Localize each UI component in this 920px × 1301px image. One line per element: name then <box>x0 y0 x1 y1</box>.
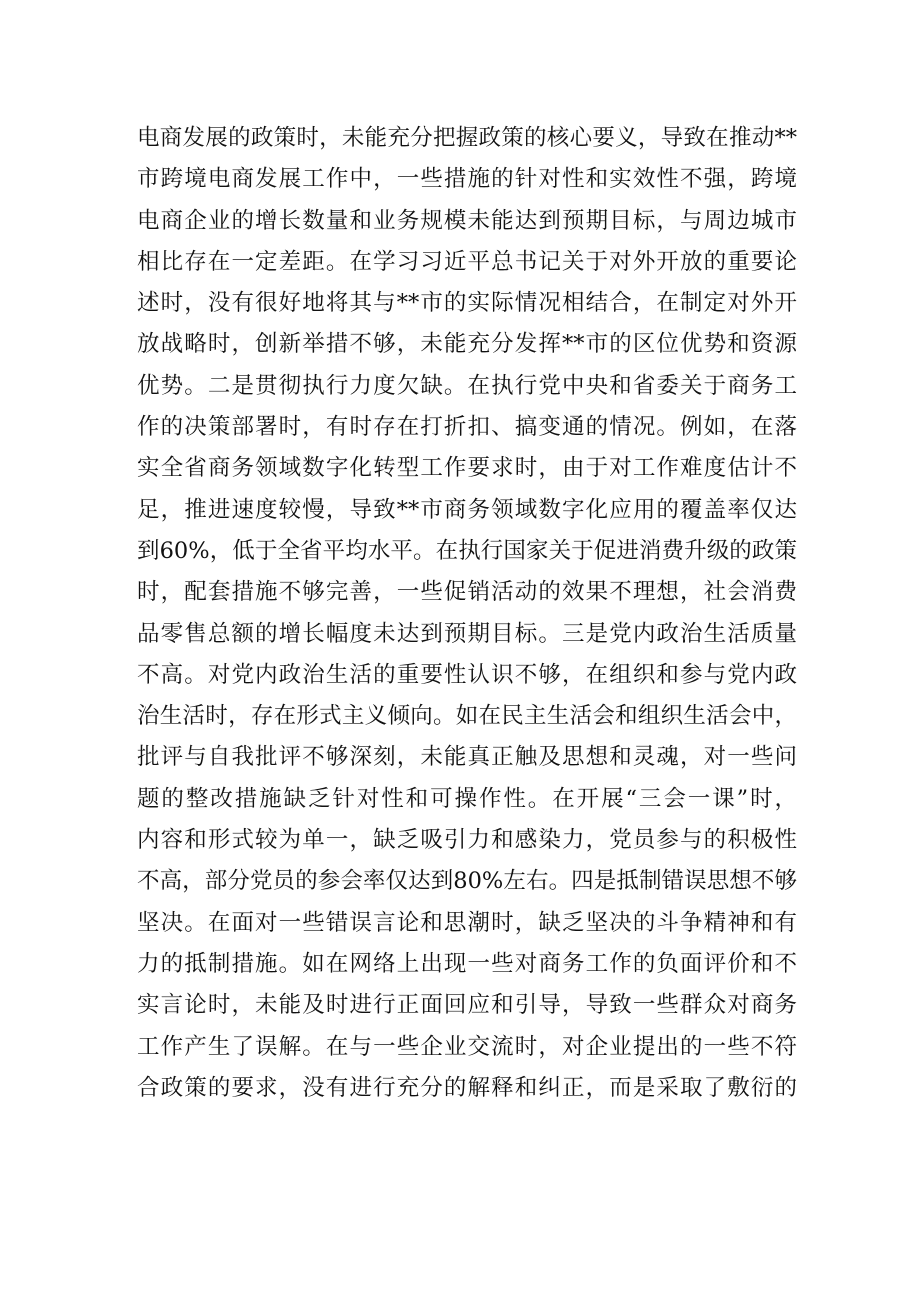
text-line: 不高。对党内政治生活的重要性认识不够，在组织和参与党内政 <box>137 661 797 688</box>
text-line: 合政策的要求，没有进行充分的解释和纠正，而是采取了敷衍的 <box>137 1074 797 1101</box>
text-line: 实言论时，未能及时进行正面回应和引导，导致一些群众对商务 <box>137 992 797 1019</box>
text-line: 品零售总额的增长幅度未达到预期目标。三是党内政治生活质量 <box>137 620 797 647</box>
text-line: 力的抵制措施。如在网络上出现一些对商务工作的负面评价和不 <box>137 950 797 977</box>
text-line: 相比存在一定差距。在学习习近平总书记关于对外开放的重要论 <box>137 248 797 275</box>
text-line: 内容和形式较为单一，缺乏吸引力和感染力，党员参与的积极性 <box>137 827 797 854</box>
text-line: 到60%，低于全省平均水平。在执行国家关于促进消费升级的政策 <box>137 537 797 564</box>
text-line: 治生活时，存在形式主义倾向。如在民主生活会和组织生活会中， <box>137 703 797 730</box>
text-line: 放战略时，创新举措不够，未能充分发挥**市的区位优势和资源 <box>137 331 797 358</box>
text-line: 优势。二是贯彻执行力度欠缺。在执行党中央和省委关于商务工 <box>137 372 797 399</box>
text-line: 题的整改措施缺乏针对性和可操作性。在开展“三会一课”时， <box>137 785 797 812</box>
text-line: 电商企业的增长数量和业务规模未能达到预期目标，与周边城市 <box>137 207 797 234</box>
text-line: 作的决策部署时，有时存在打折扣、搞变通的情况。例如，在落 <box>137 414 797 441</box>
text-line: 足，推进速度较慢，导致**市商务领域数字化应用的覆盖率仅达 <box>137 496 797 523</box>
text-line: 不高，部分党员的参会率仅达到80%左右。四是抵制错误思想不够 <box>137 868 797 895</box>
text-line: 批评与自我批评不够深刻，未能真正触及思想和灵魂，对一些问 <box>137 744 797 771</box>
text-line: 述时，没有很好地将其与**市的实际情况相结合，在制定对外开 <box>137 290 797 317</box>
text-line: 实全省商务领域数字化转型工作要求时，由于对工作难度估计不 <box>137 455 797 482</box>
text-line: 时，配套措施不够完善，一些促销活动的效果不理想，社会消费 <box>137 579 797 606</box>
text-line: 电商发展的政策时，未能充分把握政策的核心要义，导致在推动** <box>137 125 797 151</box>
text-line: 市跨境电商发展工作中，一些措施的针对性和实效性不强，跨境 <box>137 166 797 193</box>
text-line: 工作产生了误解。在与一些企业交流时，对企业提出的一些不符 <box>137 1033 797 1060</box>
text-line: 坚决。在面对一些错误言论和思潮时，缺乏坚决的斗争精神和有 <box>137 909 797 936</box>
body-text <box>137 118 797 1109</box>
